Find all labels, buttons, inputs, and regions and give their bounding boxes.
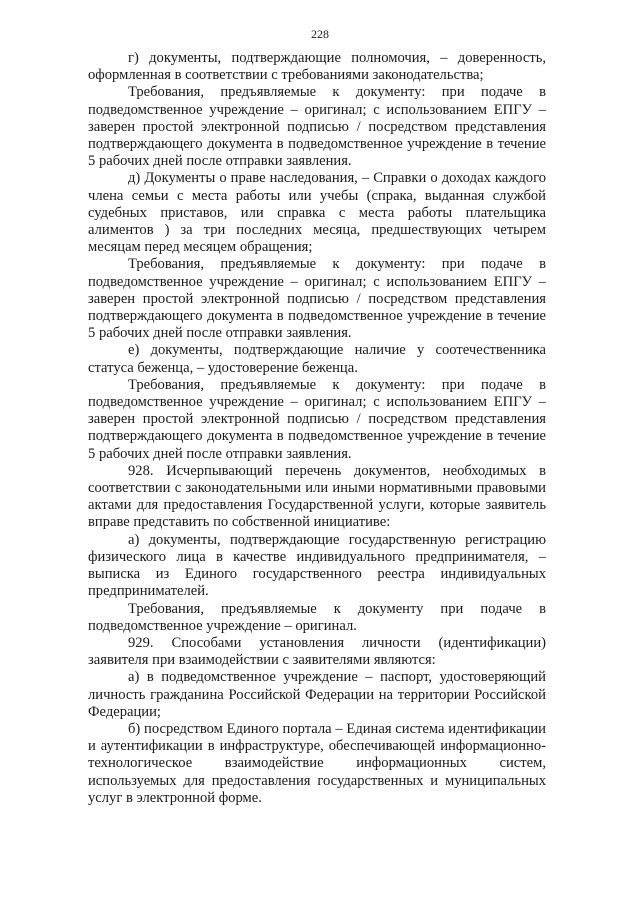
- paragraph-b-unified-portal: б) посредством Единого портала – Единая система идентификации и аутентификации в инфраструктуре, обеспечивающей информационно-технологическое взаимодействие информационных систем, используемых для предоставления государственных и муниципальных услуг в электронной форме.: [88, 720, 546, 806]
- paragraph-a-registration-docs: а) документы, подтверждающие государственную регистрацию физического лица в качестве индивидуального предпринимателя, – выписка из Единого государственного реестра индивидуальных предпринимателей.: [88, 531, 546, 600]
- paragraph-d-inheritance-docs: д) Документы о праве наследования, – Справки о доходах каждого члена семьи с места работы или учебы (спрака, выданная службой судебных приставов, или справка с места работы плательщика алиментов ) за три последних месяца, предшествующих четырем месяцам перед месяцем обращения;: [88, 170, 546, 256]
- paragraph-requirements-2: Требования, предъявляемые к документу: при подаче в подведомственное учреждение – оригинал; с использованием ЕПГУ – заверен простой электронной подписью / посредством представления подтверждающего документа в подведомственное учреждение в течение 5 рабочих дней после отправки заявления.: [88, 256, 546, 342]
- paragraph-g-authority-docs: г) документы, подтверждающие полномочия, – доверенность, оформленная в соответствии с требованиями законодательства;: [88, 50, 546, 84]
- paragraph-a-passport: а) в подведомственное учреждение – паспорт, удостоверяющий личность гражданина Российской Федерации на территории Российской Федерации;: [88, 669, 546, 720]
- page-number: 228: [311, 27, 329, 41]
- paragraph-e-refugee-status: е) документы, подтверждающие наличие у соотечественника статуса беженца, – удостоверение беженца.: [88, 342, 546, 376]
- paragraph-928-document-list: 928. Исчерпывающий перечень документов, необходимых в соответствии с законодательными или иными нормативными правовыми актами для предоставления Государственной услуги, которые заявитель вправе представить по собственной инициативе:: [88, 462, 546, 531]
- paragraph-requirements-4: Требования, предъявляемые к документу при подаче в подведомственное учреждение – оригинал.: [88, 600, 546, 634]
- document-body: [88, 50, 546, 807]
- paragraph-requirements-1: Требования, предъявляемые к документу: при подаче в подведомственное учреждение – оригинал; с использованием ЕПГУ – заверен простой электронной подписью / посредством представления подтверждающего документа в подведомственное учреждение в течение 5 рабочих дней после отправки заявления.: [88, 84, 546, 170]
- paragraph-requirements-3: Требования, предъявляемые к документу: при подаче в подведомственное учреждение – оригинал; с использованием ЕПГУ – заверен простой электронной подписью / посредством представления подтверждающего документа в подведомственное учреждение в течение 5 рабочих дней после отправки заявления.: [88, 376, 546, 462]
- paragraph-929-identification: 929. Способами установления личности (идентификации) заявителя при взаимодействии с заявителями являются:: [88, 634, 546, 669]
